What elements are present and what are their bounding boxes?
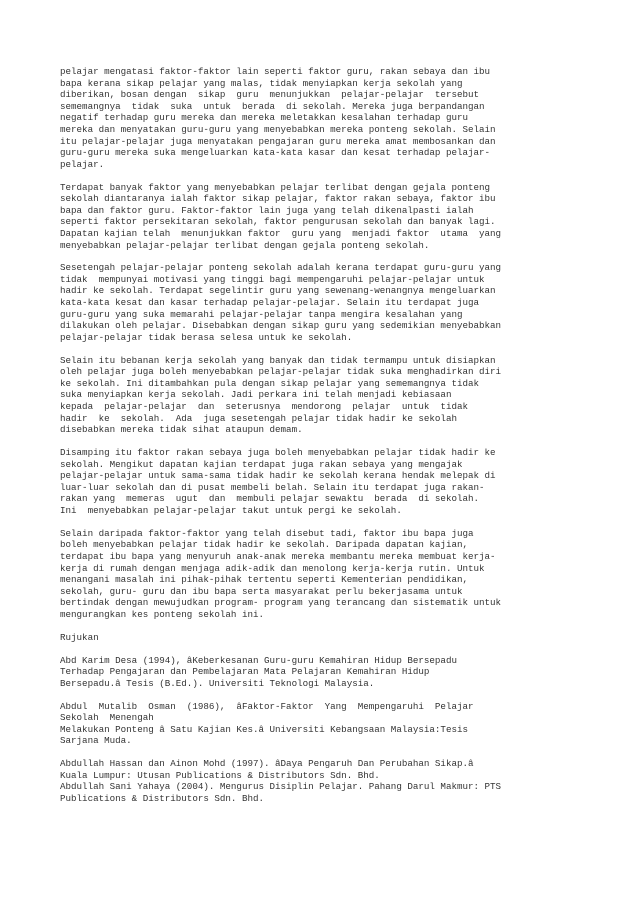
- body-paragraph: [60, 262, 580, 343]
- text-line: sememangnya tidak suka untuk berada di sekolah. Mereka juga berpandangan: [60, 100, 485, 112]
- text-line: Terdapat banyak faktor yang menyebabkan pelajar terlibat dengan gejala ponteng: [60, 181, 491, 193]
- text-line: pelajar.: [60, 158, 105, 170]
- text-line: bapa kerana sikap pelajar yang malas, tidak menyiapkan kerja sekolah yang: [60, 77, 463, 89]
- text-line: boleh menyebabkan pelajar tidak hadir ke sekolah. Daripada dapatan kajian,: [60, 539, 468, 551]
- text-line: oleh pelajar juga boleh menyebabkan pelajar-pelajar tidak suka menghadirkan diri: [60, 366, 502, 378]
- text-line: pelajar-pelajar tidak berasa selesa untuk ke sekolah.: [60, 331, 353, 343]
- text-line: diberikan, bosan dengan sikap guru menunjukkan pelajar-pelajar tersebut: [60, 89, 480, 101]
- text-line: tidak mempunyai motivasi yang tinggi bagi mempengaruhi pelajar-pelajar untuk: [60, 273, 485, 285]
- text-line: guru-guru yang suka memarahi pelajar-pelajar tanpa mengira kesalahan yang: [60, 308, 463, 320]
- text-line: suka menyiapkan kerja sekolah. Jadi perkara ini telah menjadi kebiasaan: [60, 389, 452, 401]
- references-heading: [60, 632, 580, 644]
- text-line: negatif terhadap guru mereka dan mereka meletakkan kesalahan terhadap guru: [60, 112, 468, 124]
- reference-line: Bersepadu.â Tesis (B.Ed.). Universiti Teknologi Malaysia.: [60, 677, 375, 689]
- body-paragraph: [60, 182, 580, 252]
- text-line: ke sekolah. Ini ditambahkan pula dengan sikap pelajar yang sememangnya tidak: [60, 377, 480, 389]
- text-line: Selain daripada faktor-faktor yang telah disebut tadi, faktor ibu bapa juga: [60, 527, 474, 539]
- reference-line: Sekolah Menengah: [60, 712, 154, 724]
- text-line: pelajar mengatasi faktor-faktor lain seperti faktor guru, rakan sebaya dan ibu: [60, 66, 491, 77]
- reference-line: Melakukan Ponteng â Satu Kajian Kes.â Universiti Kebangsaan Malaysia:Tesis: [60, 723, 468, 735]
- text-line: Disamping itu faktor rakan sebaya juga boleh menyebabkan pelajar tidak hadir ke: [60, 446, 496, 458]
- body-paragraph: [60, 528, 580, 621]
- text-line: sekolah. Mengikut dapatan kajian terdapat juga rakan sebaya yang mengajak: [60, 458, 463, 470]
- text-line: Selain itu bebanan kerja sekolah yang banyak dan tidak termampu untuk disiapkan: [60, 354, 496, 366]
- text-line: sekolah, guru- guru dan ibu bapa serta masyarakat perlu bekerjasama untuk: [60, 585, 463, 597]
- document-page: [60, 66, 580, 805]
- reference-line: Abd Karim Desa (1994), âKeberkesanan Guru-guru Kemahiran Hidup Bersepadu: [60, 654, 457, 666]
- text-line: hadir ke sekolah. Ada juga sesetengah pelajar tidak hadir ke sekolah: [60, 412, 457, 424]
- text-line: Sesetengah pelajar-pelajar ponteng sekolah adalah kerana terdapat guru-guru yang: [60, 262, 502, 274]
- reference-line: Abdullah Sani Yahaya (2004). Mengurus Disiplin Pelajar. Pahang Darul Makmur: PTS: [60, 781, 502, 793]
- reference-line: Terhadap Pengajaran dan Pembelajaran Mata Pelajaran Kemahiran Hidup: [60, 666, 430, 678]
- text-line: menyebabkan pelajar-pelajar terlibat dengan gejala ponteng sekolah.: [60, 239, 430, 251]
- text-line: itu pelajar-pelajar juga menyatakan pengajaran guru mereka amat membosankan dan: [60, 135, 496, 147]
- body-paragraph: [60, 355, 580, 436]
- text-line: kata-kata kesat dan kasar terhadap pelajar-pelajar. Selain itu terdapat juga: [60, 297, 480, 309]
- text-line: luar-luar sekolah dan di pusat membeli belah. Selain itu terdapat juga rakan-: [60, 481, 485, 493]
- text-line: guru-guru mereka suka mengeluarkan kata-kata kasar dan kesat terhadap pelajar-: [60, 147, 491, 159]
- text-line: hadir ke sekolah. Terdapat segelintir guru yang sewenang-wenangnya mengeluarkan: [60, 285, 496, 297]
- body-paragraph: [60, 447, 580, 517]
- text-line: bertindak dengan mewujudkan program- program yang terancang dan sistematik untuk: [60, 597, 502, 609]
- text-line: mereka dan menyatakan guru-guru yang menyebabkan mereka ponteng sekolah. Selain: [60, 123, 496, 135]
- reference-line: Publications & Distributors Sdn. Bhd.: [60, 792, 264, 804]
- reference-entry: [60, 701, 580, 747]
- text-line: terdapat ibu bapa yang menyuruh anak-anak mereka membantu mereka membuat kerja-: [60, 550, 496, 562]
- reference-line: Abdullah Hassan dan Ainon Mohd (1997). âDaya Pengaruh Dan Perubahan Sikap.â: [60, 758, 474, 770]
- text-line: sekolah diantaranya ialah faktor sikap pelajar, faktor rakan sebaya, faktor ibu: [60, 193, 496, 205]
- text-line: pelajar-pelajar untuk sama-sama tidak hadir ke sekolah kerana hendak melepak di: [60, 470, 496, 482]
- reference-entry: [60, 758, 580, 781]
- body-paragraph: [60, 66, 580, 170]
- text-line: Dapatan kajian telah menunjukkan faktor guru yang menjadi faktor utama yang: [60, 227, 502, 239]
- reference-line: Kuala Lumpur: Utusan Publications & Distributors Sdn. Bhd.: [60, 769, 380, 781]
- reference-entry: [60, 655, 580, 690]
- text-line: disebabkan mereka tidak sihat ataupun demam.: [60, 424, 303, 436]
- heading-text: Rujukan: [60, 631, 99, 643]
- text-line: bapa dan faktor guru. Faktor-faktor lain juga yang telah dikenalpasti ialah: [60, 204, 474, 216]
- text-line: rakan yang memeras ugut dan membuli pelajar sewaktu berada di sekolah.: [60, 493, 480, 505]
- text-line: seperti faktor persekitaran sekolah, faktor pengurusan sekolah dan banyak lagi.: [60, 216, 496, 228]
- reference-line: Abdul Mutalib Osman (1986), âFaktor-Faktor Yang Mempengaruhi Pelajar: [60, 700, 474, 712]
- text-line: Ini menyebabkan pelajar-pelajar takut untuk pergi ke sekolah.: [60, 504, 402, 516]
- reference-line: Sarjana Muda.: [60, 735, 132, 747]
- text-line: kepada pelajar-pelajar dan seterusnya mendorong pelajar untuk tidak: [60, 401, 468, 412]
- reference-entry: [60, 781, 580, 804]
- text-line: menangani masalah ini pihak-pihak tertentu seperti Kementerian pendidikan,: [60, 574, 468, 586]
- text-line: kerja di rumah dengan menjaga adik-adik dan menolong kerja-kerja rutin. Untuk: [60, 562, 485, 574]
- text-line: dilakukan oleh pelajar. Disebabkan dengan sikap guru yang sedemikian menyebabkan: [60, 320, 502, 332]
- text-line: mengurangkan kes ponteng sekolah ini.: [60, 608, 264, 620]
